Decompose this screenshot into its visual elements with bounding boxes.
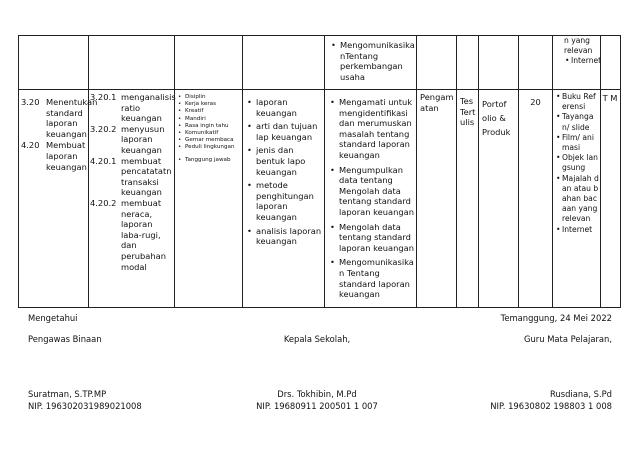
- activity-cell-top: [330, 40, 414, 82]
- place-date: Temanggung, 24 Mei 2022: [500, 313, 612, 323]
- column-divider: [416, 35, 417, 308]
- table-border: [18, 307, 621, 308]
- nip-right: NIP. 19630802 198803 1 008: [490, 401, 612, 411]
- resource-item: • Film/ animasi: [555, 133, 599, 153]
- form-cell: Tes Tertulis: [460, 96, 476, 128]
- kd-item: 4.20 Membuat laporan keuangan: [21, 140, 87, 172]
- table-border: [18, 35, 621, 36]
- instrument-cell: Portofolio & Produk: [482, 99, 511, 137]
- character-item: • Kreatif: [178, 108, 241, 115]
- activity-item: • Mengomunikasika nTentang perkembangan usaha: [330, 40, 414, 82]
- resource-item: • Objek langsung: [555, 153, 599, 173]
- column-divider: [456, 35, 457, 308]
- character-item: • Disiplin: [178, 94, 241, 101]
- activity-cell: [329, 97, 415, 300]
- column-divider: [600, 35, 601, 308]
- role-right: Guru Mata Pelajaran,: [523, 334, 612, 344]
- material-item: • laporan keuangan: [246, 97, 323, 118]
- character-item: • Komunikatif: [178, 130, 241, 137]
- indicator-item: 4.20.2 membuat neraca, laporan laba-rugi, dan perubahan modal: [90, 197, 166, 272]
- character-item: • Peduli lingkungan: [178, 144, 241, 151]
- nip-mid: NIP. 19680911 200501 1 007: [256, 401, 378, 411]
- character-cell: [178, 94, 241, 164]
- time-cell: 20: [530, 97, 541, 107]
- resource-item: • Internet: [555, 225, 599, 235]
- column-divider: [478, 35, 479, 308]
- kd-item: 3.20 Menentukan standard laporan keuangan: [21, 97, 98, 139]
- activity-item: • Mengumpulkan data tentang Mengolah data tentang standard laporan keuangan: [329, 165, 415, 218]
- character-item: • Mandiri: [178, 116, 241, 123]
- technique-cell: Pengamatan: [420, 92, 454, 113]
- row-divider: [18, 89, 621, 90]
- column-divider: [242, 35, 243, 308]
- table-border: [620, 35, 621, 308]
- activity-item: • Mengomunikasika n Tentang standard laporan keuangan: [329, 257, 415, 299]
- column-divider: [518, 35, 519, 308]
- material-item: • metode penghitungan laporan keuangan: [246, 180, 323, 222]
- table-border: [18, 35, 19, 308]
- indicator-item: 4.20.1 membuat pencatatatn transaksi keuangan: [90, 155, 172, 198]
- resource-item: • Internet: [564, 56, 608, 66]
- character-item: • Gemar membaca: [178, 137, 241, 144]
- character-item: • Rasa ingin tahu: [178, 123, 241, 130]
- character-item: • Tanggung jawab: [178, 157, 241, 164]
- resource-cell-top: [555, 36, 608, 67]
- resource-cell: [555, 92, 599, 235]
- indicator-item: 3.20.1 menganalisis ratio keuangan: [90, 92, 176, 124]
- indicator-item: 3.20.2 menyusun laporan keuangan: [90, 123, 165, 155]
- activity-item: • Mengamati untuk mengidentifikasi dan merumuskan masalah tentang standard laporan keuangan: [329, 97, 415, 161]
- last-column-cell: T M: [602, 93, 618, 103]
- column-divider: [174, 35, 175, 308]
- resource-continuation: n yang relevan: [564, 36, 593, 56]
- name-mid: Drs. Tokhibin, M.Pd: [277, 389, 357, 399]
- column-divider: [324, 35, 325, 308]
- nip-left: NIP. 196302031989021008: [28, 401, 142, 411]
- character-item: • Kerja keras: [178, 101, 241, 108]
- kd-cell: [21, 97, 98, 172]
- indicator-cell: [90, 92, 176, 272]
- resource-item: • Majalah dan atau bahan bacaan yang relevan: [555, 174, 599, 225]
- material-item: • analisis laporan keuangan: [246, 226, 323, 247]
- material-item: • arti dan tujuan lap keuangan: [246, 121, 323, 142]
- name-left: Suratman, S.TP.MP: [28, 389, 107, 399]
- column-divider: [88, 35, 89, 308]
- column-divider: [552, 35, 553, 308]
- material-cell: [246, 97, 323, 247]
- activity-item: • Mengolah data tentang standard laporan keuangan: [329, 222, 415, 254]
- role-mid: Kepala Sekolah,: [283, 334, 351, 344]
- rpp-table: [18, 35, 621, 308]
- name-right: Rusdiana, S.Pd: [550, 389, 612, 399]
- role-left: Pengawas Binaan: [28, 334, 102, 344]
- material-item: • jenis dan bentuk lapo keuangan: [246, 145, 323, 177]
- mengetahui-label: Mengetahui: [28, 313, 78, 323]
- resource-item: • Tayangan/ slide: [555, 112, 599, 132]
- resource-item: • Buku Referensi: [555, 92, 599, 112]
